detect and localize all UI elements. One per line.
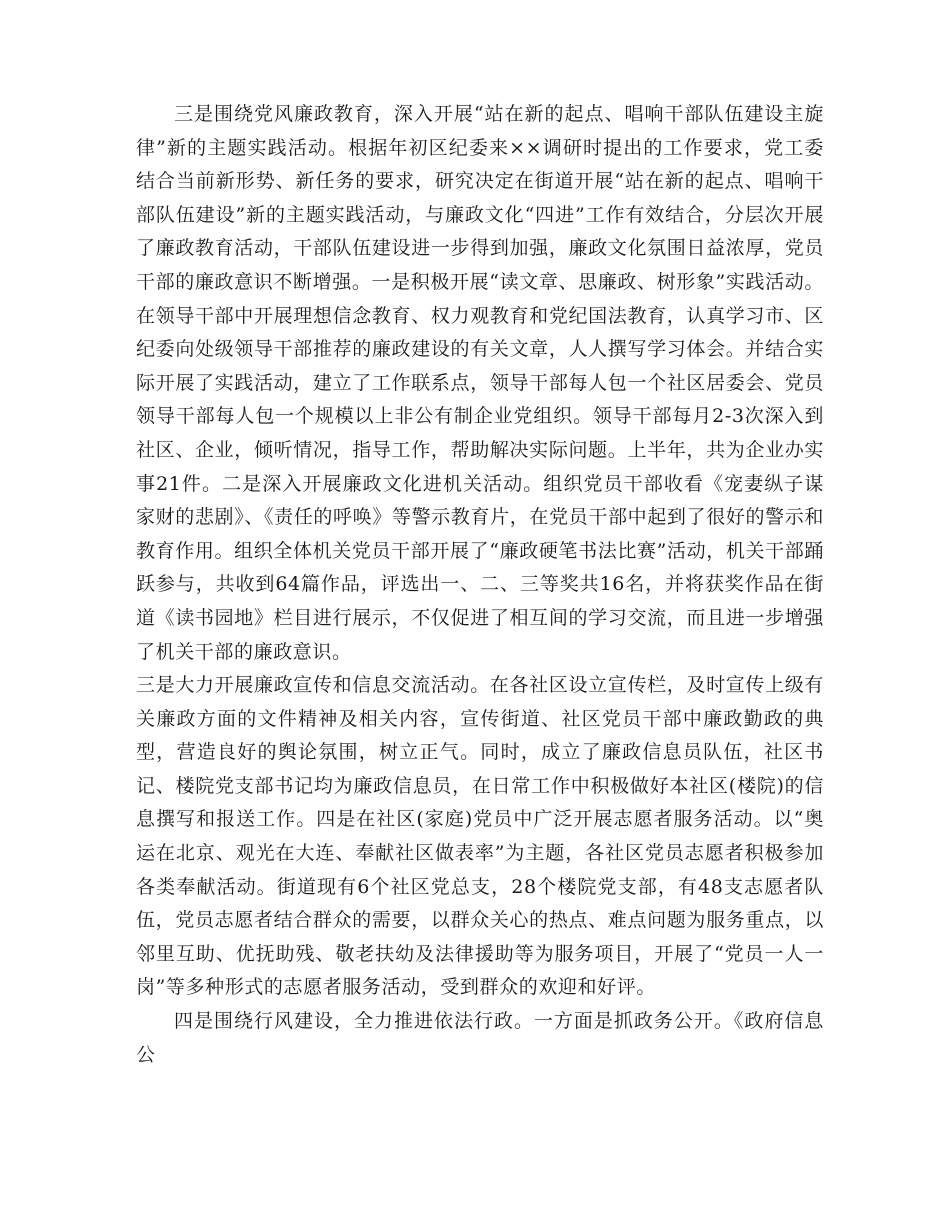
paragraph-administration-by-law: 四是围绕行风建设，全力推进依法行政。一方面是抓政务公开。《政府信息公	[136, 1010, 824, 1066]
document-body	[136, 98, 824, 1072]
paragraph-party-integrity-education: 三是围绕党风廉政教育，深入开展“站在新的起点、唱响干部队伍建设主旋律”新的主题实践活动。根据年初区纪委来××调研时提出的工作要求，党工委结合当前新形势、新任务的要求，研究决定在街道开展“站在新的起点、唱响干部队伍建设”新的主题实践活动，与廉政文化“四进”工作有效结合，分层次开展了廉政教育活动，干部队伍建设进一步得到加强，廉政文化氛围日益浓厚，党员干部的廉政意识不断增强。一是积极开展“读文章、思廉政、树形象”实践活动。在领导干部中开展理想信念教育、权力观教育和党纪国法教育，认真学习市、区纪委向处级领导干部推荐的廉政建设的有关文章，人人撰写学习体会。并结合实际开展了实践活动，建立了工作联系点，领导干部每人包一个社区居委会、党员领导干部每人包一个规模以上非公有制企业党组织。领导干部每月2-3次深入到社区、企业，倾听情况，指导工作，帮助解决实际问题。上半年，共为企业办实事21件。二是深入开展廉政文化进机关活动。组织党员干部收看《宠妻纵子谋家财的悲剧》、《责任的呼唤》等警示教育片，在党员干部中起到了很好的警示和教育作用。组织全体机关党员干部开展了“廉政硬笔书法比赛”活动，机关干部踊跃参与，共收到64篇作品，评选出一、二、三等奖共16名，并将获奖作品在街道《读书园地》栏目进行展示，不仅促进了相互间的学习交流，而且进一步增强了机关干部的廉政意识。	[136, 103, 824, 663]
paragraph-integrity-publicity: 三是大力开展廉政宣传和信息交流活动。在各社区设立宣传栏，及时宣传上级有关廉政方面的文件精神及相关内容，宣传街道、社区党员干部中廉政勤政的典型，营造良好的舆论氛围，树立正气。同时，成立了廉政信息员队伍，社区书记、楼院党支部书记均为廉政信息员，在日常工作中积极做好本社区(楼院)的信息撰写和报送工作。四是在社区(家庭)党员中广泛开展志愿者服务活动。以“奥运在北京、观光在大连、奉献社区做表率”为主题，各社区党员志愿者积极参加各类奉献活动。街道现有6个社区党总支，28个楼院党支部，有48支志愿者队伍，党员志愿者结合群众的需要，以群众关心的热点、难点问题为服务重点，以邻里互助、优抚助残、敬老扶幼及法律援助等为服务项目，开展了“党员一人一岗”等多种形式的志愿者服务活动，受到群众的欢迎和好评。	[136, 674, 824, 999]
